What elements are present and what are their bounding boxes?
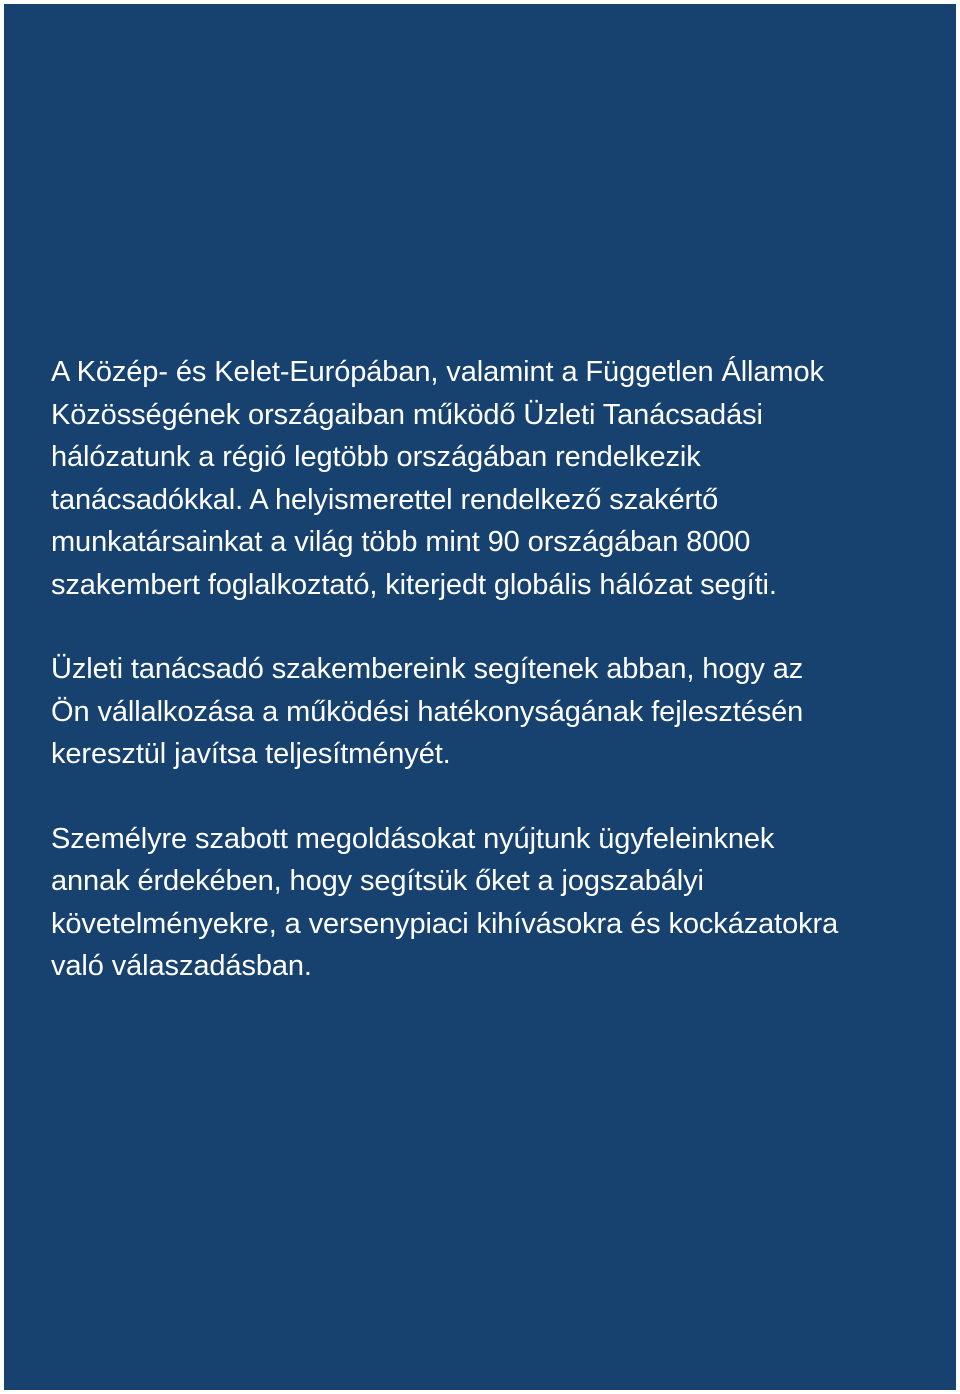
text-line: követelményekre, a versenypiaci kihívásokra és kockázatokra [51, 907, 839, 940]
paragraph-solutions [51, 818, 901, 988]
text-line: tanácsadókkal. A helyismerettel rendelkező szakértő [51, 483, 719, 516]
text-line: Üzleti tanácsadó szakembereink segítenek abban, hogy az [51, 653, 804, 685]
paragraph-consulting [51, 648, 901, 776]
body-text [51, 351, 901, 1030]
text-line: A Közép- és Kelet-Európában, valamint a Független Államok [51, 356, 824, 388]
document-page [4, 4, 956, 1390]
text-line: való válaszadásban. [51, 950, 312, 982]
text-line: munkatársainkat a világ több mint 90 országában 8000 [51, 526, 751, 558]
text-line: Személyre szabott megoldásokat nyújtunk ügyfeleinknek [51, 822, 775, 855]
text-line: szakembert foglalkoztató, kiterjedt globális hálózat segíti. [51, 568, 777, 601]
text-line: hálózatunk a régió legtöbb országában rendelkezik [51, 441, 701, 473]
text-line: annak érdekében, hogy segítsük őket a jogszabályi [51, 865, 704, 897]
text-line: keresztül javítsa teljesítményét. [51, 738, 451, 770]
text-line: Közösségének országaiban működő Üzleti Tanácsadási [51, 398, 763, 431]
paragraph-network [51, 351, 901, 606]
text-line: Ön vállalkozása a működési hatékonyságának fejlesztésén [51, 695, 804, 728]
